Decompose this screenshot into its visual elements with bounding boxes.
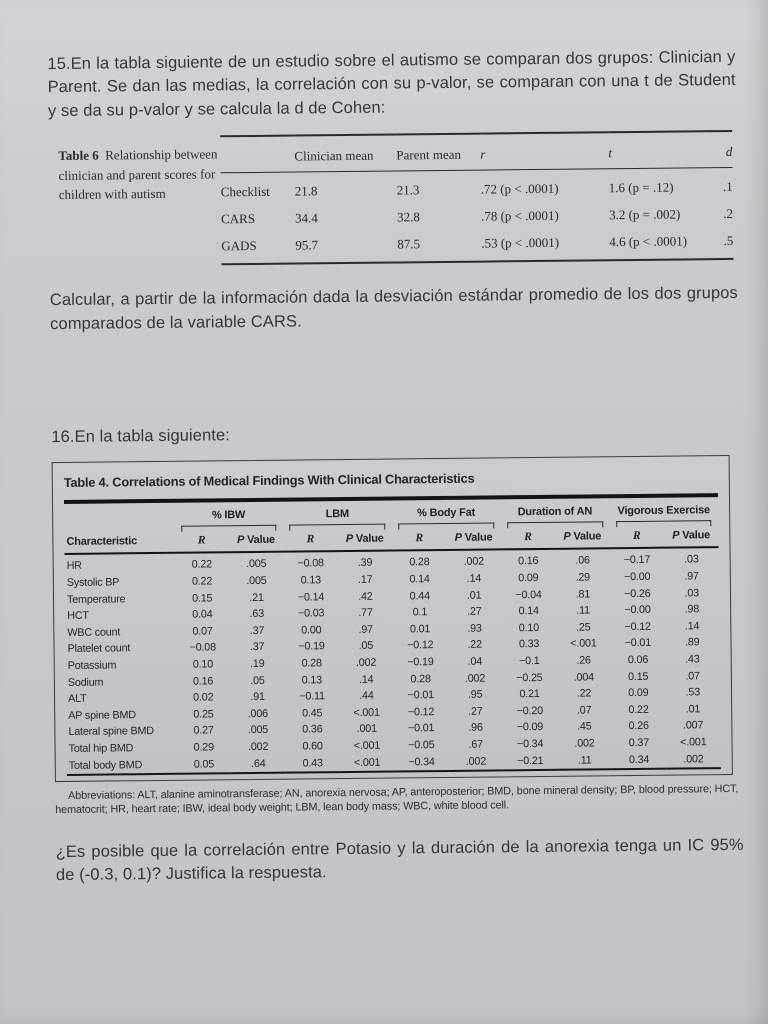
table-cell: .14 [466,572,482,585]
table-cell: .72 (p < .0001) [480,181,559,197]
table-cell: 0.05 [193,757,215,771]
table4 [64,504,721,776]
table-cell: 0.09 [518,572,539,585]
table-cell: .25 [575,621,591,634]
table-cell: 0.04 [192,608,213,621]
table-cell: .004 [573,670,594,684]
table4-body [65,547,721,775]
table-cell: .11 [577,753,592,767]
table-cell: 1.6 (p = .12) [608,179,674,196]
table-cell: −0.11 [299,690,325,703]
table-cell: .002 [465,755,487,768]
table-cell: .002 [464,672,486,685]
table-cell: .43 [685,653,700,666]
table-cell: −0.04 [515,588,542,601]
table-cell: 0.02 [193,691,214,704]
table4-group-ibw: % IBW [211,509,246,522]
table-cell: 0.22 [628,703,649,716]
table-cell: 95.7 [295,237,319,253]
table-cell: 0.07 [192,625,213,638]
table-cell: 0.45 [302,707,323,720]
table-cell: .19 [250,657,265,671]
question-15-task: Calcular, a partir de la información dada la desviación estándar promedio de los dos grupos comparados de la variable CARS. [49,284,738,333]
table-cell: 0.36 [302,723,323,736]
table-cell: 0.43 [302,756,323,770]
table-cell: −0.01 [407,722,435,735]
table4-header-pvalue: P Value [446,530,501,551]
question-16-text: ¿Es posible que la correlación entre Potasio y la duración de la anorexia tenga un IC 95% de (-0.3, 0.1)? Justifica la respuesta. [55,835,744,885]
table-cell: .29 [575,571,591,584]
table-cell: −0.08 [189,641,216,655]
table-cell: .03 [684,553,699,566]
table6 [220,130,733,265]
table-cell: 0.26 [628,720,649,733]
row-label: Total hip BMD [68,742,134,755]
row-label: AP spine BMD [68,708,136,722]
table-cell: .14 [358,673,374,686]
table-cell: −0.08 [297,557,324,570]
table6-header-parent-mean: Parent mean [396,134,480,171]
table-cell: 0.25 [193,708,214,721]
column-bracket [181,525,277,532]
table-cell: .26 [576,654,591,667]
table-cell: .005 [246,558,267,571]
table-cell: .53 [685,686,701,699]
table-cell: .5 [723,233,734,249]
table-cell: .06 [575,554,590,568]
table-cell: <.001 [570,637,597,651]
table-cell: .81 [575,588,591,601]
table4-header-r: R [501,529,556,550]
table-cell: 0.33 [518,638,540,651]
table-cell: .002 [355,656,377,669]
table-cell: 0.14 [518,605,539,618]
table-cell: .97 [358,623,373,636]
table4-header-pvalue: P Value [555,528,610,549]
table-cell: 21.8 [294,183,318,199]
table-cell: .002 [574,737,595,750]
table6-header-t: t [608,132,704,170]
table-cell: .53 (p < .0001) [481,235,560,251]
table6-header-row [220,131,732,173]
table-cell: .96 [468,721,483,735]
table4-header-r: R [392,530,447,551]
table6-row [221,225,733,264]
table4-top-rule [64,493,718,504]
table-cell: 0.13 [300,574,321,587]
table-cell: 0.34 [628,753,650,766]
table-cell: .64 [251,757,266,770]
table-cell: .63 [249,608,265,621]
table-cell: 4.6 (p < .0001) [609,233,688,250]
row-label: Potassium [67,659,117,672]
table-cell: .002 [247,740,269,753]
table-cell: −0.12 [407,705,435,719]
table4-title: Table 4. Correlations of Medical Findings With Clinical Characteristics [63,470,475,490]
table4-header-pvalue: P Value [337,531,392,552]
table-cell: −0.01 [624,637,652,650]
table6-section [48,130,739,267]
table-cell: 0.22 [191,558,213,572]
table4-header-r: R [174,532,229,553]
table-cell: .39 [357,557,373,570]
table-cell: .005 [246,574,267,588]
table-cell: −0.01 [407,689,435,702]
table-cell: .27 [468,705,483,718]
column-bracket [290,524,386,531]
table-cell: .006 [247,707,268,720]
table-cell: .05 [358,640,374,653]
table-cell: .22 [467,638,482,652]
row-label: WBC count [67,626,121,639]
table6-header-d: d [704,131,732,168]
table4-header-characteristic: Characteristic [64,533,174,554]
table-cell: .17 [357,573,373,586]
table-cell: .97 [684,570,699,583]
row-label: HR [66,560,82,573]
table-cell: −0.00 [623,570,651,584]
question-15-text: 15.En la tabla siguiente de un estudio sobre el autismo se comparan dos grupos: Clinician y Parent. Se dan las medias, la correlación con su p-valor, se comparan con una t de Student y se da su p-valor y se calcula la d de Cohen: [47,47,736,120]
table-cell: 0.00 [301,624,322,637]
table-cell: 0.37 [628,736,650,750]
table-cell: .01 [466,589,482,602]
table-cell: −0.03 [297,607,325,620]
table-cell: −0.17 [623,554,651,567]
table-cell: .37 [249,641,265,654]
table-cell: <.001 [680,736,707,749]
table-cell: .44 [359,689,374,703]
table-cell: .07 [685,669,700,683]
table-cell: 0.44 [409,589,430,602]
table-cell: .07 [576,704,592,717]
table6-header-empty [220,136,294,173]
row-label: Systolic BP [66,576,120,589]
table-cell: .37 [249,624,265,637]
table4-group-bodyfat: % Body Fat [417,506,476,520]
question-16-intro: 16.En la tabla siguiente: [51,426,231,447]
table4-group-exercise: Vigorous Exercise [617,504,710,518]
table-cell: 0.10 [192,658,214,671]
row-label: Checklist [220,184,270,200]
table-cell: .03 [684,586,700,600]
table-cell: .001 [356,723,377,736]
column-bracket [398,523,494,530]
table-cell: 0.01 [409,622,431,636]
table6-header-r: r [480,133,608,171]
table-cell: .04 [467,655,483,668]
row-label: ALT [67,692,87,706]
table-cell: 0.13 [301,673,323,687]
table6-caption [48,136,221,268]
table-cell: 0.16 [518,555,539,568]
table4-group-duration: Duration of AN [517,505,593,519]
table6-caption-label: Table 6 [58,147,99,164]
table4-header-pvalue: P Value [229,532,284,553]
row-label: Platelet count [67,642,131,656]
table-cell: .14 [684,620,700,633]
table-cell: −0.26 [624,587,651,600]
table-cell: .45 [577,720,592,733]
table-cell: 0.15 [627,670,649,683]
table4-group-lbm: LBM [325,508,349,521]
table-cell: .05 [250,674,265,687]
table-cell: 32.8 [396,209,420,225]
table4-abbreviations: Abbreviations: ALT, alanine aminotransferase; AN, anorexia nervosa; AP, anteroposterior; BMD, bone mineral density; BP, blood pressure; HCT, hematocrit; HR, heart rate; IBW, ideal body weight; LBM, lean body mass; WBC, white blood cell. [55,782,739,817]
table-cell: .67 [468,738,483,751]
table-cell: 0.29 [193,741,214,754]
table-cell: .78 (p < .0001) [480,208,559,224]
table-cell: 0.15 [192,592,213,605]
table-cell: −0.34 [516,737,544,751]
table4-box [52,455,733,782]
row-label: CARS [220,211,256,227]
row-label: Sodium [67,676,104,689]
table-cell: −0.25 [516,671,543,684]
table6-header-clinician-mean: Clinician mean [294,135,396,173]
table-cell: −0.09 [516,721,544,734]
table-cell: 0.09 [628,687,649,700]
table-cell: .002 [683,752,704,766]
table-cell: <.001 [353,739,381,752]
row-label: HCT [67,609,89,623]
table-cell: 0.14 [409,573,430,586]
table-cell: .42 [358,590,373,603]
row-label: Temperature [66,592,126,606]
table-cell: 0.10 [518,621,540,635]
table-cell: 0.21 [519,688,540,701]
table-cell: 0.06 [627,653,649,667]
table-cell: −0.12 [624,620,651,633]
row-label: GADS [221,238,257,254]
table-cell: .002 [463,555,484,569]
table-cell: −0.20 [516,704,543,717]
table6-caption-text: Relationship between clinician and parent scores for children with autism [58,146,218,203]
table-cell: .98 [684,603,700,616]
table-cell: .91 [250,691,265,704]
table-cell: 0.28 [409,556,430,569]
table-cell: .21 [249,591,264,604]
table-cell: 34.4 [294,210,318,226]
table4-header-pvalue: P Value [664,527,719,548]
table-cell: 0.16 [192,674,214,688]
table-cell: .2 [723,206,734,222]
table-cell: −0.05 [408,739,435,752]
table-cell: 0.60 [302,740,323,753]
table-cell: −0.1 [518,654,540,668]
table-cell: −0.19 [407,656,434,669]
table-cell: 0.22 [191,575,213,588]
table-cell: <.001 [353,756,381,769]
table-cell: 0.1 [412,606,428,619]
table-cell: 0.27 [193,724,214,737]
table-cell: .77 [358,606,373,620]
column-bracket [616,520,712,527]
table-cell: .93 [467,622,482,635]
table-cell: −0.19 [298,640,325,653]
table-cell: .01 [685,703,701,716]
table-cell: −0.12 [407,639,434,652]
table-cell: −0.00 [624,604,651,617]
table-cell: 87.5 [397,236,421,252]
table-cell: .22 [576,687,592,700]
table6-body [221,168,734,265]
table-cell: .007 [682,719,704,732]
table4-header-r: R [609,528,664,549]
table-cell: −0.34 [408,755,435,768]
table-cell: .1 [722,179,733,195]
column-bracket [507,521,603,528]
row-label: Lateral spine BMD [68,725,154,739]
row-label: Total body BMD [68,758,143,772]
table-cell: .005 [247,724,269,737]
table-cell: <.001 [353,706,380,719]
table4-header-r: R [283,531,338,552]
table-cell: 3.2 (p = .002) [608,206,681,223]
table-cell: 21.3 [396,182,420,198]
table-cell: .27 [467,605,482,618]
table-cell: −0.14 [297,590,325,604]
table-cell: .11 [576,604,590,617]
table-cell: −0.21 [517,754,544,767]
table-cell: 0.28 [301,657,322,670]
table-cell: .89 [684,636,700,649]
table4-group-empty [64,510,174,527]
table-cell: 0.28 [410,672,431,685]
table-cell: .95 [467,688,483,701]
